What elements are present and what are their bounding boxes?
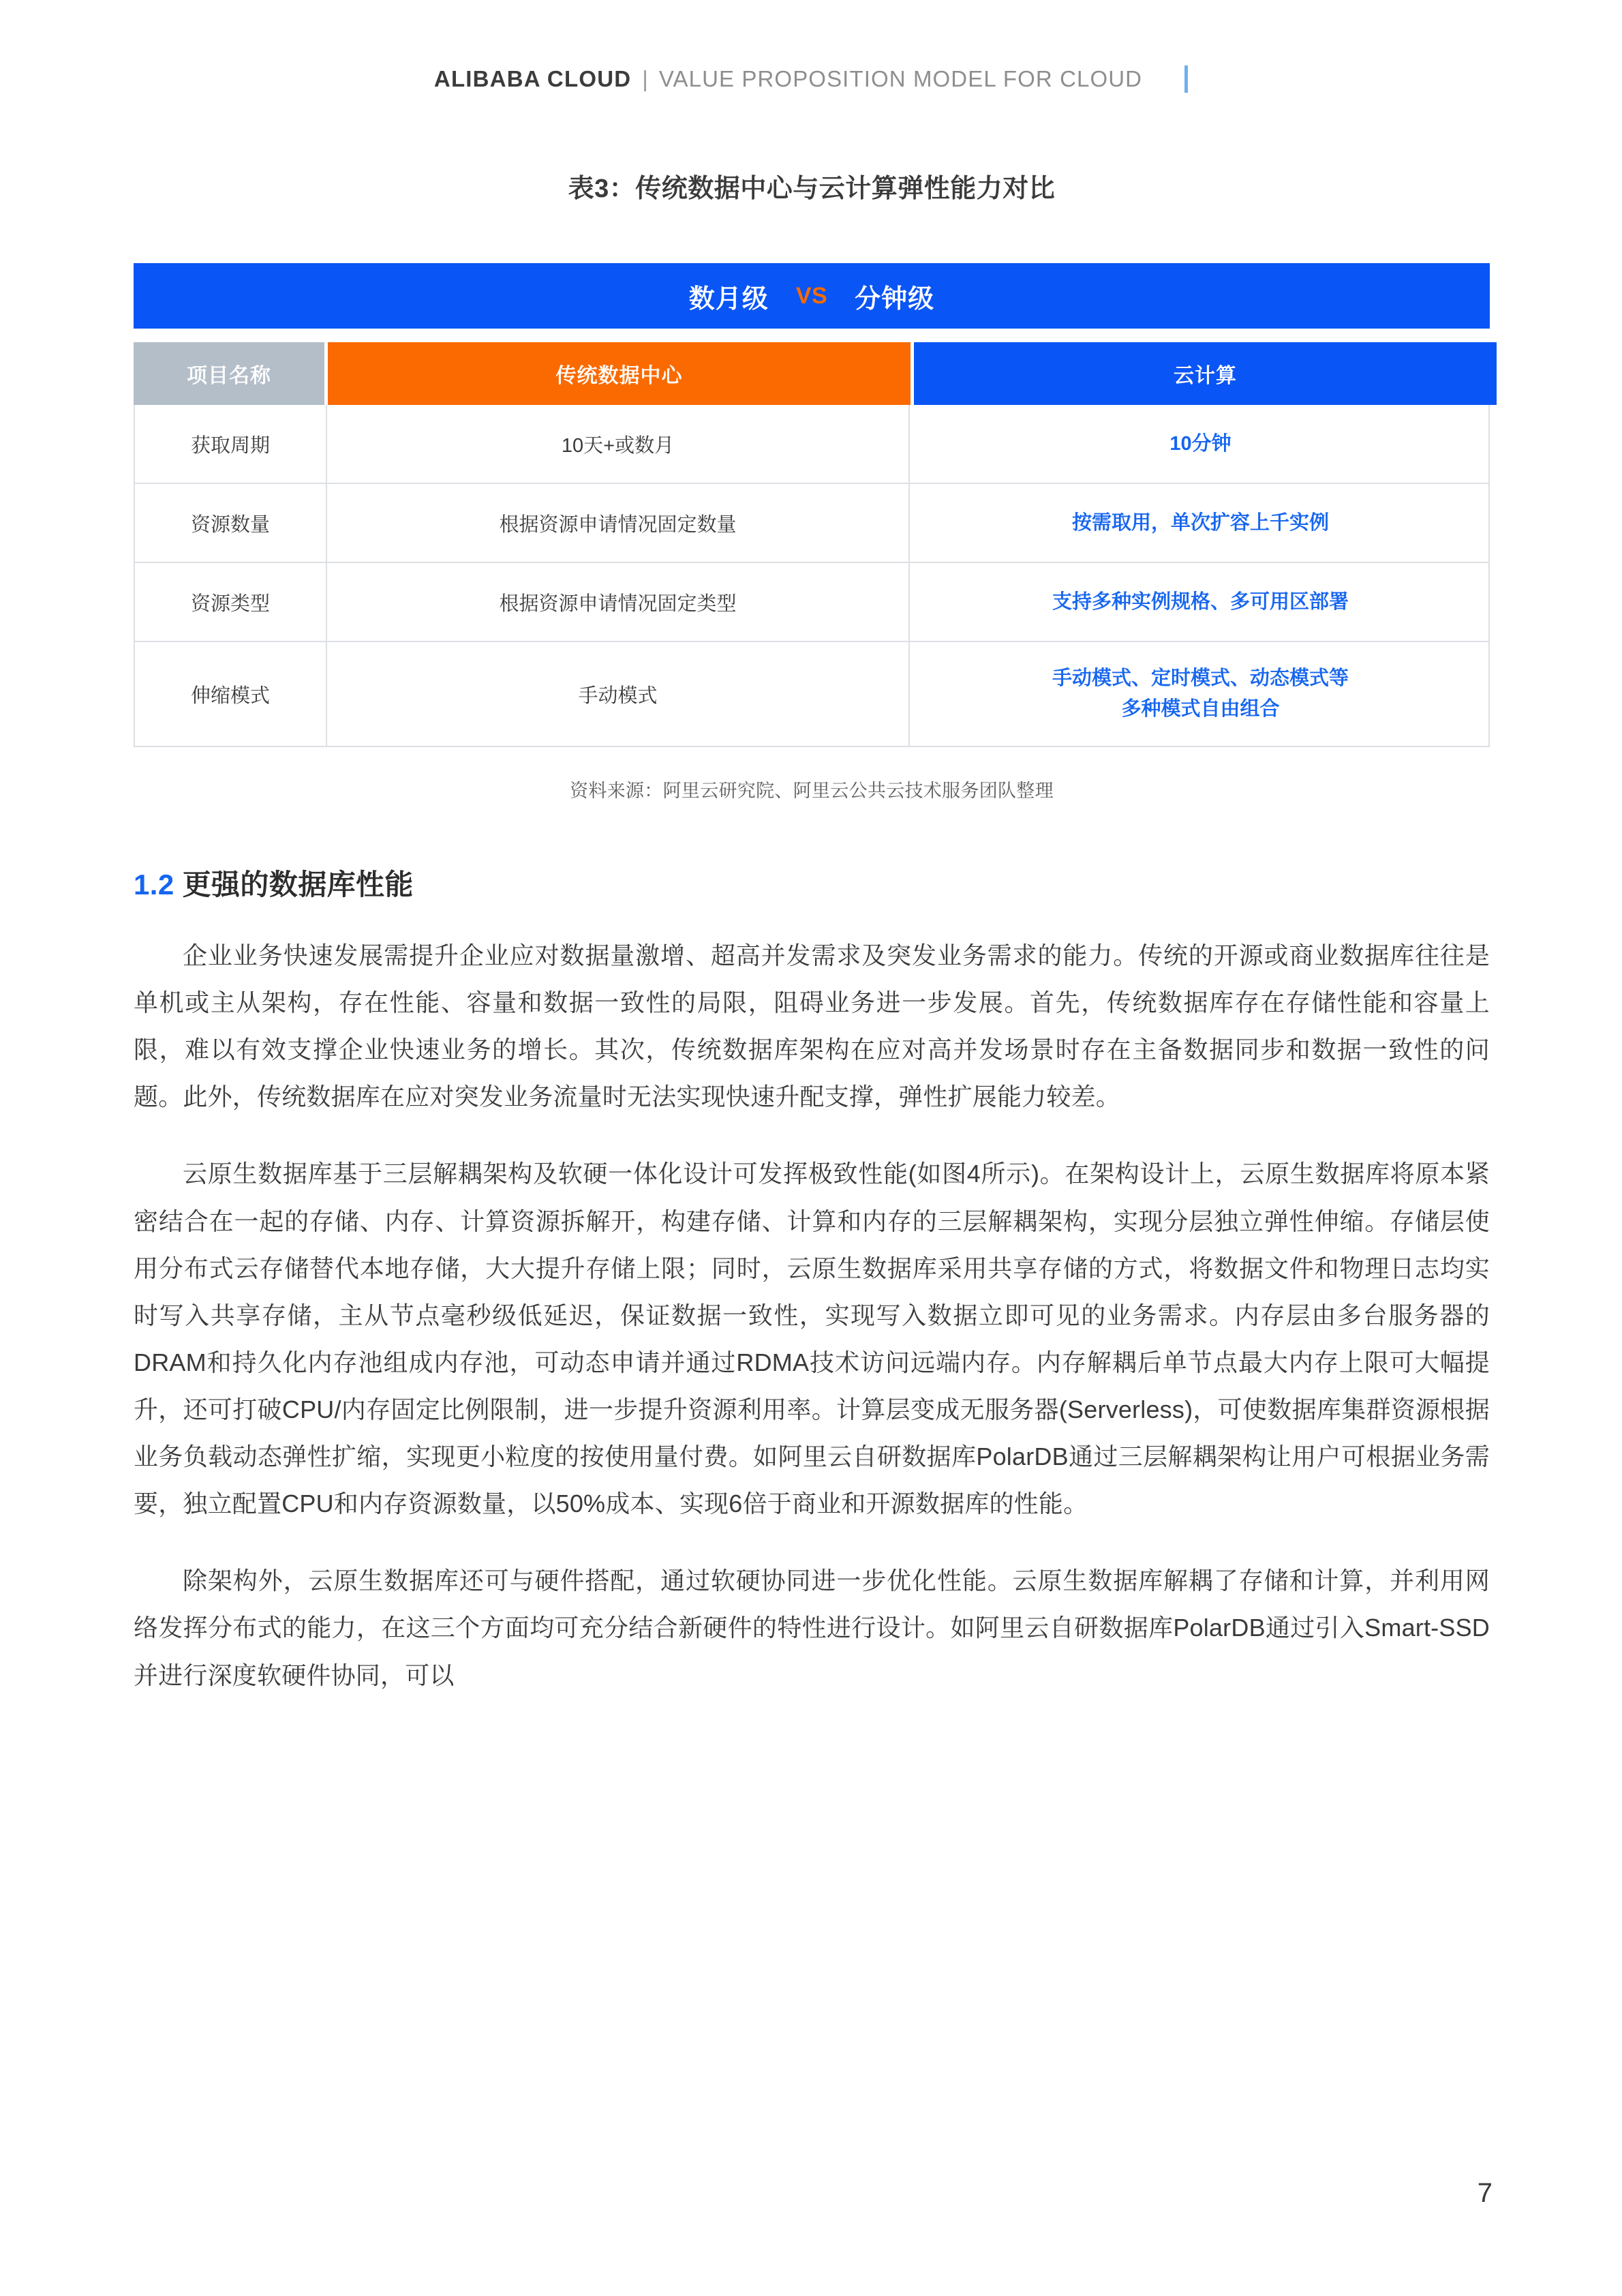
cell-cloud-line2: 多种模式自由组合 (1121, 698, 1280, 720)
page-content (134, 0, 1490, 1699)
table-row (135, 405, 1488, 483)
paragraph-1: 企业业务快速发展需提升企业应对数据量激增、超高并发需求及突发业务需求的能力。传统的开源或商业数据库往往是单机或主从架构，存在性能、容量和数据一致性的局限，阻碍业务进一步发展。首先，传统数据库存在存储性能和容量上限，难以有效支撑企业快速业务的增长。其次，传统数据库架构在应对高并发场景时存在主备数据同步和数据一致性的问题。此外，传统数据库在应对突发业务流量时无法实现快速升配支撑，弹性扩展能力较差。 (134, 941, 1490, 1111)
cell-item: 获取周期 (190, 434, 270, 457)
column-header-item: 项目名称 (134, 342, 324, 405)
comparison-table (134, 263, 1490, 747)
cell-item: 资源数量 (190, 513, 270, 536)
cell-traditional: 根据资源申请情况固定数量 (326, 484, 908, 562)
table-caption: 表3：传统数据中心与云计算弹性能力对比 (568, 175, 1056, 203)
table-row (135, 483, 1488, 562)
table-header-row (134, 342, 1490, 405)
cell-cloud: 支持多种实例规格、多可用区部署 (908, 563, 1491, 641)
header-separator: | (642, 66, 648, 91)
table-banner (134, 263, 1490, 329)
banner-vs-label: VS (795, 282, 828, 309)
cell-item: 伸缩模式 (190, 684, 270, 707)
paragraph-2: 云原生数据库基于三层解耦架构及软硬一体化设计可发挥极致性能(如图4所示)。在架构设计上，云原生数据库将原本紧密结合在一起的存储、内存、计算资源拆解开，构建存储、计算和内存的三层解耦架构，实现分层独立弹性伸缩。存储层使用分布式云存储替代本地存储，大大提升存储上限；同时，云原生数据库采用共享存储的方式，将数据文件和物理日志均实时写入共享存储，主从节点毫秒级低延迟，保证数据一致性，实现写入数据立即可见的业务需求。内存层由多台服务器的DRAM和持久化内存池组成内存池，可动态申请并通过RDMA技术访问远端内存。内存解耦后单节点最大内存上限可大幅提升，还可打破CPU/内存固定比例限制，进一步提升资源利用率。计算层变成无服务器(Serverless)，可使数据库集群资源根据业务负载动态弹性扩缩，实现更小粒度的按使用量付费。如阿里云自研数据库PolarDB通过三层解耦架构让用户可根据业务需要，独立配置CPU和内存资源数量，以50%成本、实现6倍于商业和开源数据库的性能。 (134, 1160, 1490, 1518)
table-body (134, 405, 1490, 747)
cell-cloud: 按需取用，单次扩容上千实例 (908, 484, 1491, 562)
page-number: 7 (1477, 2178, 1493, 2208)
table-source-note: 资料来源：阿里云研究院、阿里云公共云技术服务团队整理 (570, 781, 1054, 801)
cell-cloud (908, 642, 1491, 746)
banner-right-label: 分钟级 (855, 284, 935, 314)
cell-traditional: 10天+或数月 (326, 405, 908, 483)
section-number: 1.2 (134, 868, 174, 901)
header-brand: ALIBABA CLOUD (433, 66, 632, 91)
column-header-traditional: 传统数据中心 (328, 342, 911, 405)
cell-cloud-line1: 手动模式、定时模式、动态模式等 (1052, 667, 1349, 690)
paragraph-3: 除架构外，云原生数据库还可与硬件搭配，通过软硬协同进一步优化性能。云原生数据库解耦了存储和计算，并利用网络发挥分布式的能力，在这三个方面均可充分结合新硬件的特性进行设计。如阿里云自研数据库PolarDB通过引入Smart-SSD并进行深度软硬件协同，可以 (134, 1567, 1490, 1689)
table-row (135, 562, 1488, 641)
table-row (135, 641, 1488, 746)
cell-traditional: 手动模式 (326, 642, 908, 746)
cell-item: 资源类型 (190, 592, 270, 615)
column-header-cloud: 云计算 (914, 342, 1497, 405)
header-subtitle: VALUE PROPOSITION MODEL FOR CLOUD (658, 66, 1143, 91)
cell-traditional: 根据资源申请情况固定类型 (326, 563, 908, 641)
banner-left-label: 数月级 (688, 284, 769, 314)
section-title: 更强的数据库性能 (182, 868, 414, 901)
cell-cloud: 10分钟 (908, 405, 1491, 483)
section-heading (134, 862, 1490, 903)
